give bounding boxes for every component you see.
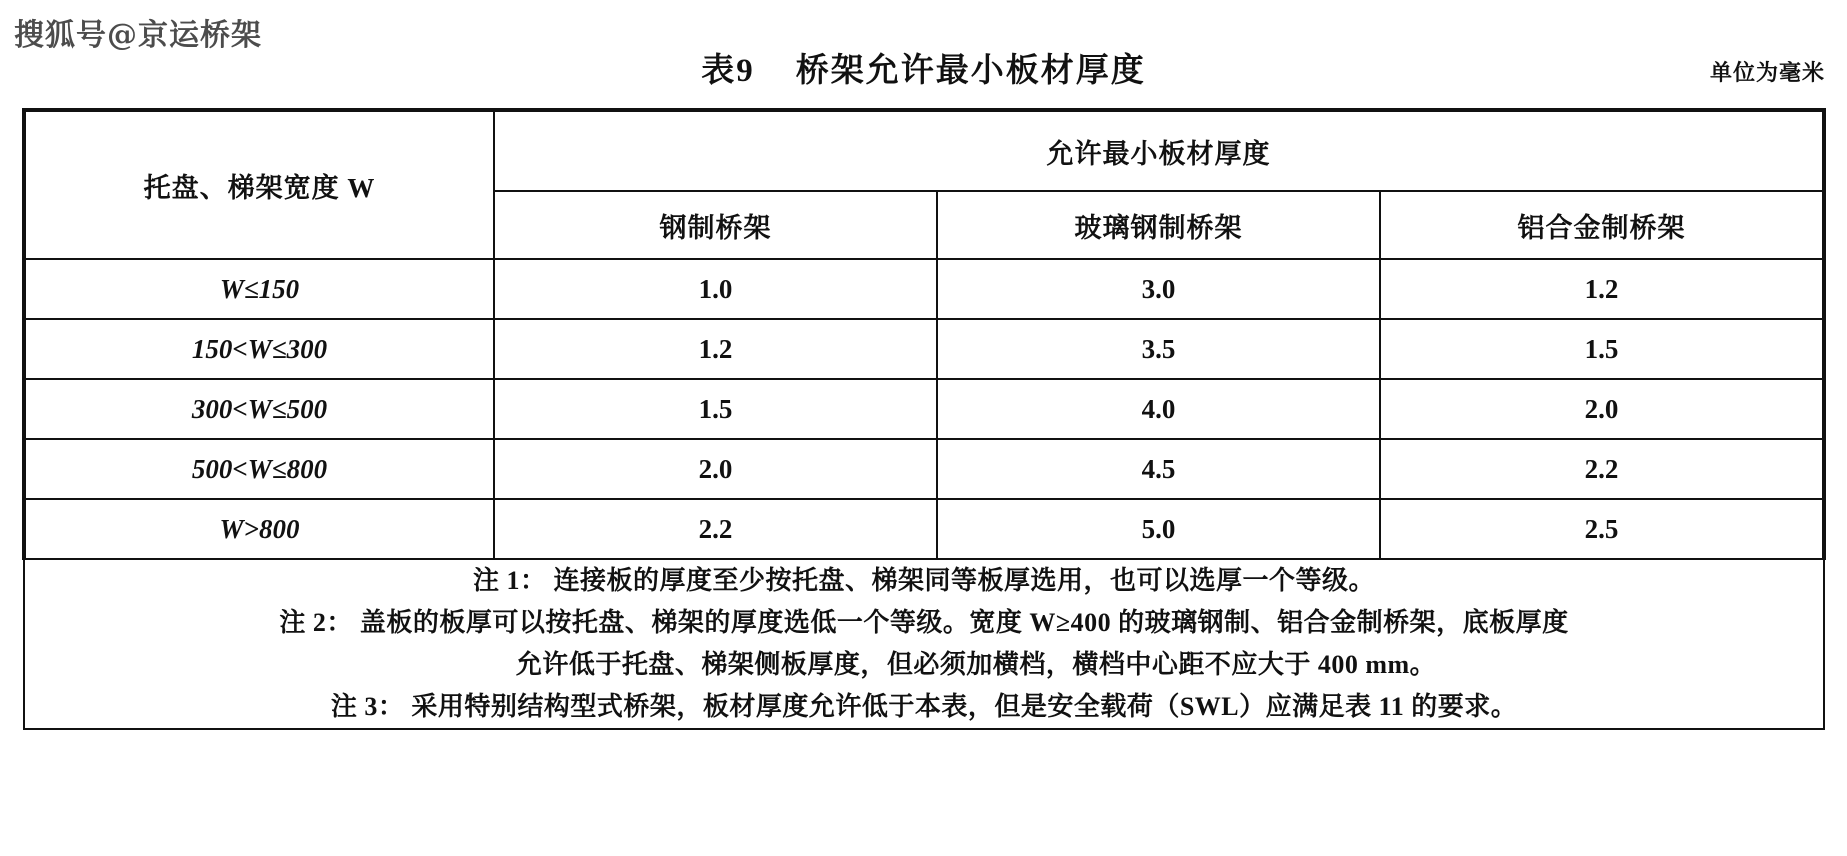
cell-aluminum: 1.5 xyxy=(1380,319,1824,379)
table-row xyxy=(24,439,1824,499)
cell-aluminum: 2.5 xyxy=(1380,499,1824,559)
table-container xyxy=(22,108,1822,730)
page-title: 表9 桥架允许最小板材厚度 xyxy=(701,53,1146,89)
watermark-text: 搜狐号@京运桥架 xyxy=(14,18,262,53)
table-row xyxy=(24,379,1824,439)
cell-width: W>800 xyxy=(24,499,494,559)
header-cell-group: 允许最小板材厚度 xyxy=(494,110,1824,191)
header-cell-steel: 钢制桥架 xyxy=(494,191,937,259)
cell-frp: 4.5 xyxy=(937,439,1380,499)
cell-width: W≤150 xyxy=(24,259,494,319)
table-notes-row xyxy=(24,559,1824,729)
header-cell-width: 托盘、梯架宽度 W xyxy=(24,110,494,259)
notes-cell xyxy=(24,559,1824,729)
cell-frp: 4.0 xyxy=(937,379,1380,439)
cell-steel: 1.0 xyxy=(494,259,937,319)
cell-width: 150<W≤300 xyxy=(24,319,494,379)
note-line-2-cont: 允许低于托盘、梯架侧板厚度，但必须加横档，横档中心距不应大于 400 mm。 xyxy=(515,650,1437,680)
cell-aluminum: 1.2 xyxy=(1380,259,1824,319)
note-line-2: 注 2： 盖板的板厚可以按托盘、梯架的厚度选低一个等级。宽度 W≥400 的玻璃钢制、铝合金制桥架，底板厚度 xyxy=(279,608,1569,638)
cell-frp: 3.0 xyxy=(937,259,1380,319)
cell-steel: 1.2 xyxy=(494,319,937,379)
table-row xyxy=(24,499,1824,559)
cell-steel: 1.5 xyxy=(494,379,937,439)
cell-frp: 5.0 xyxy=(937,499,1380,559)
cell-width: 300<W≤500 xyxy=(24,379,494,439)
spec-table xyxy=(22,108,1826,730)
table-row xyxy=(24,259,1824,319)
header-cell-aluminum: 铝合金制桥架 xyxy=(1380,191,1824,259)
cell-steel: 2.2 xyxy=(494,499,937,559)
title-row xyxy=(0,44,1847,94)
note-line-3: 注 3： 采用特别结构型式桥架，板材厚度允许低于本表，但是安全载荷（SWL）应满足表 11 的要求。 xyxy=(330,692,1518,722)
cell-aluminum: 2.2 xyxy=(1380,439,1824,499)
table-header-row-1 xyxy=(24,110,1824,191)
cell-steel: 2.0 xyxy=(494,439,937,499)
note-line-1: 注 1： 连接板的厚度至少按托盘、梯架同等板厚选用，也可以选厚一个等级。 xyxy=(473,566,1376,595)
cell-width: 500<W≤800 xyxy=(24,439,494,499)
table-row xyxy=(24,319,1824,379)
header-cell-frp: 玻璃钢制桥架 xyxy=(937,191,1380,259)
unit-note: 单位为毫米 xyxy=(1709,60,1825,85)
cell-aluminum: 2.0 xyxy=(1380,379,1824,439)
cell-frp: 3.5 xyxy=(937,319,1380,379)
